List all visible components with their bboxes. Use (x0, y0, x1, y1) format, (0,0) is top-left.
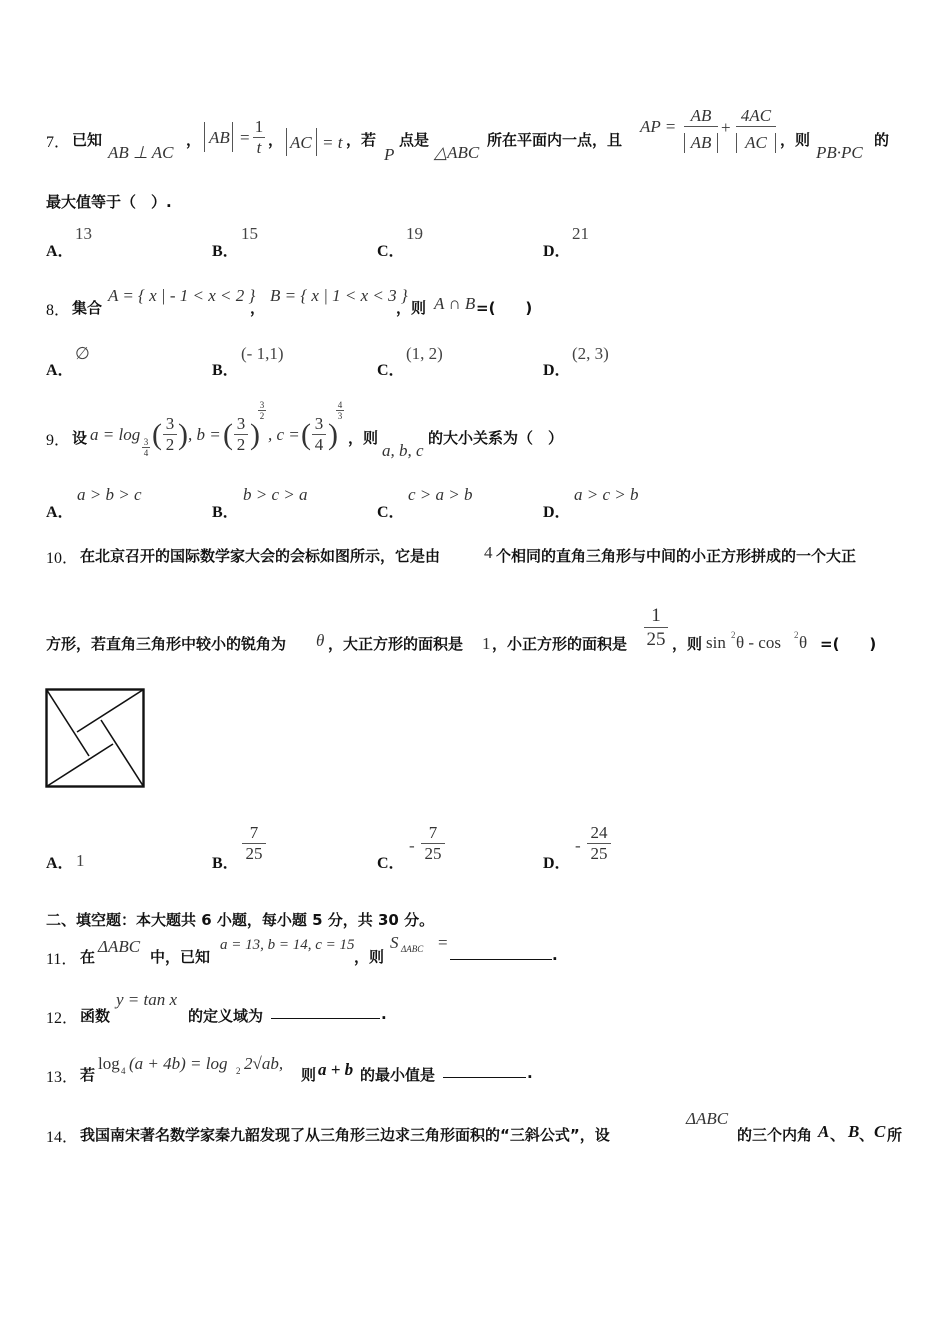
q7-abs-bar (204, 122, 205, 152)
q7-math-eq: = (240, 128, 250, 147)
q9-paren-open: ( (223, 418, 233, 451)
q7-abs-bar (232, 122, 233, 152)
q7-option-label[interactable]: B． (212, 243, 239, 260)
q11-math-s: S (390, 933, 399, 952)
q7-text-2: ，若 (346, 131, 377, 149)
q7-math-t: = t (322, 133, 343, 152)
q10-frac-1-25 (644, 605, 668, 652)
q7-option-value[interactable]: 15 (241, 224, 258, 243)
q9-text-2: ，则 (348, 429, 379, 447)
q8-option-label[interactable]: B． (212, 362, 239, 379)
q13-text-3: 的最小值是 (360, 1066, 436, 1084)
q10-math-4: 4 (484, 543, 493, 562)
q12-end: . (381, 1005, 387, 1023)
q7-abs-bar (286, 128, 287, 156)
q11-number: 11． (46, 951, 78, 968)
q10-frac-den: 25 (646, 629, 666, 650)
q10-text-1: 在北京召开的国际数学家大会的会标如图所示，它是由 (80, 547, 441, 565)
q14-text-3: 所 (887, 1126, 903, 1144)
triangle-edge (77, 690, 144, 733)
q7-frac-4ac (736, 106, 776, 153)
q9-text-1: 设 (72, 429, 88, 447)
q10-math-1: 1 (482, 634, 491, 653)
q9-math-b: , b = (188, 425, 221, 444)
q12-text-2: 的定义域为 (188, 1007, 264, 1025)
q7-frac-1-over-t (253, 117, 265, 158)
q9-option-label[interactable]: A． (46, 504, 74, 521)
q7-text-1: 已知 (72, 131, 103, 149)
q14-sep-2: 、 (859, 1126, 875, 1144)
q7-frac-den: t (256, 138, 262, 157)
q9-frac-num: 3 (234, 414, 248, 435)
q10-text-6: ，则 (672, 635, 703, 653)
q7-number: 7． (46, 134, 71, 151)
q11-math-s-sub: ΔABC (401, 944, 424, 954)
q10-option-frac-num: 7 (421, 823, 445, 844)
q7-math-perp: AB ⊥ AC (108, 143, 174, 162)
q11-text-1: 在 (80, 948, 96, 966)
q10-math-cos: θ - cos (736, 633, 781, 652)
q9-math-c: , c = (268, 425, 300, 444)
q8-option-value[interactable]: (2, 3) (572, 344, 609, 363)
q7-math-ac: AC (290, 133, 312, 152)
q7-math-ap: AP = (640, 117, 677, 136)
q9-option-value[interactable]: a > c > b (574, 485, 639, 504)
q14-number: 14． (46, 1129, 79, 1146)
q11-end: . (552, 946, 558, 964)
q7-text-4: 所在平面内一点，且 (487, 131, 623, 149)
q10-frac-num: 1 (644, 605, 668, 628)
q10-text-5: ，小正方形的面积是 (492, 635, 628, 653)
q8-text-1: 集合 (72, 299, 103, 317)
q14-math-triangle: ΔABC (686, 1109, 729, 1128)
q7-text-3: 点是 (399, 131, 430, 149)
q8-math-set-a: A = { x | - 1 < x < 2 } (108, 286, 256, 305)
q9-frac-den: 2 (165, 435, 175, 454)
q9-option-label[interactable]: B． (212, 504, 239, 521)
q9-paren-close: ) (178, 418, 188, 451)
q9-option-label[interactable]: C． (377, 504, 405, 521)
q9-log-base-num: 3 (143, 437, 149, 447)
q7-text-6: 的 (874, 131, 890, 149)
q7-abs-bar (316, 128, 317, 156)
q9-text-3: 的大小关系为（ ） (428, 429, 564, 447)
q9-paren-open: ( (152, 418, 162, 451)
q7-option-label[interactable]: D． (543, 243, 571, 260)
q7-frac-num: 4AC (736, 106, 776, 127)
q9-option-value[interactable]: b > c > a (243, 485, 308, 504)
q10-option-fraction[interactable] (587, 823, 611, 864)
q10-text-2: 个相同的直角三角形与中间的小正方形拼成的一个大正 (496, 547, 857, 565)
q8-comma: ， (250, 299, 266, 317)
q8-text-3: =( ) (476, 299, 533, 317)
q9-math-a: a = log (90, 425, 141, 444)
q10-sup-1: 2 (731, 630, 736, 640)
q9-frac-den: 4 (314, 435, 324, 454)
q14-text-1: 我国南宋著名数学家秦九韶发现了从三角形三边求三角形面积的“三斜公式”，设 (80, 1126, 610, 1144)
q7-math-pbpc: PB·PC (816, 143, 863, 162)
q7-comma-1: ， (186, 131, 202, 149)
q7-option-value[interactable]: 19 (406, 224, 423, 243)
q7-option-value[interactable]: 21 (572, 224, 589, 243)
q7-comma-2: ， (268, 131, 284, 149)
q10-math-sin: sin (706, 633, 726, 652)
q14-math-b: B (848, 1122, 860, 1141)
q8-option-label[interactable]: D． (543, 362, 571, 379)
q13-number: 13． (46, 1069, 79, 1086)
q8-option-value[interactable]: ∅ (75, 344, 90, 363)
q10-number: 10． (46, 550, 79, 567)
triangle-edge (47, 690, 90, 757)
q9-log-base (142, 437, 150, 458)
q10-option-sign[interactable]: - (575, 836, 581, 855)
q9-paren-close: ) (250, 418, 260, 451)
q7-frac-ab (684, 106, 718, 153)
q13-math-sub-2: 2 (236, 1066, 241, 1076)
q10-option-frac-den: 25 (245, 844, 263, 863)
q10-option-label[interactable]: D． (543, 855, 571, 872)
q9-exp-b-num: 3 (259, 400, 265, 410)
q9-option-label[interactable]: D． (543, 504, 571, 521)
q9-exp-c (336, 400, 344, 421)
q11-text-3: ，则 (354, 948, 385, 966)
q13-text-2: 则 (301, 1066, 317, 1084)
q7-option-label[interactable]: C． (377, 243, 405, 260)
q8-option-label[interactable]: A． (46, 362, 74, 379)
q9-math-abc: a, b, c (382, 441, 424, 460)
q13-answer-blank[interactable] (443, 1063, 526, 1082)
q9-exp-c-den: 3 (337, 411, 343, 421)
q8-math-intersect: A ∩ B (434, 294, 476, 313)
q12-math-tan: y = tan x (116, 990, 178, 1009)
q9-frac-num: 3 (163, 414, 177, 435)
q10-option-frac-num: 7 (242, 823, 266, 844)
q7-frac-num: AB (684, 106, 718, 127)
q10-text-7: =( ) (820, 635, 877, 653)
q9-exp-b-den: 2 (259, 411, 265, 421)
q10-option-frac-den: 25 (424, 844, 442, 863)
q13-end: . (527, 1064, 533, 1082)
q10-option-label[interactable]: A． (46, 855, 74, 872)
q13-math-arg-2: 2√ab, (244, 1054, 284, 1073)
q10-math-theta-end: θ (799, 633, 808, 652)
q9-frac-a (163, 414, 177, 455)
q10-option-fraction[interactable] (242, 823, 266, 864)
q13-text-1: 若 (80, 1066, 96, 1084)
q9-frac-b (234, 414, 248, 455)
q9-paren-open: ( (301, 418, 311, 451)
q10-option-label[interactable]: B． (212, 855, 239, 872)
q10-text-3: 方形，若直角三角形中较小的锐角为 (46, 635, 287, 653)
section-2-title: 二、填空题：本大题共 6 小题，每小题 5 分，共 30 分。 (46, 911, 435, 929)
q8-text-2: ，则 (396, 299, 427, 317)
q11-math-eq: = (438, 933, 448, 952)
q9-frac-den: 2 (236, 435, 246, 454)
q13-math-arg-1: (a + 4b) = log (129, 1054, 228, 1073)
q12-answer-blank[interactable] (271, 1004, 380, 1023)
q10-option-label[interactable]: C． (377, 855, 405, 872)
outer-square (47, 690, 144, 787)
q11-answer-blank[interactable] (450, 945, 552, 964)
q13-math-sum: a + b (318, 1060, 354, 1079)
q8-math-set-b: B = { x | 1 < x < 3 } (270, 286, 408, 305)
q10-sup-2: 2 (794, 630, 799, 640)
q7-option-value[interactable]: 13 (75, 224, 92, 243)
q9-exp-c-num: 4 (337, 400, 343, 410)
q14-math-a: A (818, 1122, 830, 1141)
q7-math-plus: + (721, 118, 731, 137)
congress-logo-figure (45, 688, 145, 788)
q8-option-value[interactable]: (1, 2) (406, 344, 443, 363)
q10-option-sign[interactable]: - (409, 836, 415, 855)
q7-math-p: P (384, 145, 395, 164)
q10-math-theta: θ (316, 631, 325, 650)
triangle-edge (47, 744, 114, 787)
q14-sep-1: 、 (830, 1126, 846, 1144)
q9-frac-num: 3 (312, 414, 326, 435)
q7-option-label[interactable]: A． (46, 243, 74, 260)
q9-exp-b (258, 400, 266, 421)
q9-option-value[interactable]: c > a > b (408, 485, 473, 504)
q7-text-line2: 最大值等于（ ）. (46, 193, 172, 211)
q12-text-1: 函数 (80, 1007, 111, 1025)
q11-text-2: 中，已知 (150, 948, 211, 966)
q7-text-5: ，则 (780, 131, 811, 149)
q10-option-value[interactable]: 1 (76, 851, 85, 870)
q10-text-4: ，大正方形的面积是 (328, 635, 464, 653)
q14-math-c: C (874, 1122, 886, 1141)
q13-math-log: log (98, 1054, 120, 1073)
q10-option-fraction[interactable] (421, 823, 445, 864)
q7-frac-den: AB (684, 133, 718, 153)
q9-paren-close: ) (328, 418, 338, 451)
q10-option-frac-den: 25 (590, 844, 608, 863)
q12-number: 12． (46, 1010, 79, 1027)
q14-text-2: 的三个内角 (737, 1126, 813, 1144)
q8-number: 8． (46, 302, 71, 319)
q8-option-label[interactable]: C． (377, 362, 405, 379)
q9-frac-c (312, 414, 326, 455)
q7-math-triangle: △ABC (434, 143, 480, 162)
q9-option-value[interactable]: a > b > c (77, 485, 142, 504)
triangle-edge (101, 720, 144, 787)
q11-math-values: a = 13, b = 14, c = 15 (220, 937, 355, 953)
q9-log-base-den: 4 (143, 448, 149, 458)
q9-number: 9． (46, 432, 71, 449)
q8-option-value[interactable]: (- 1,1) (241, 344, 284, 363)
q7-frac-den: AC (736, 133, 776, 153)
q7-frac-num: 1 (254, 117, 264, 136)
q11-math-triangle: ΔABC (98, 937, 141, 956)
q7-math-ab: AB (209, 128, 230, 147)
q10-option-frac-num: 24 (587, 823, 611, 844)
q13-math-sub-1: 4 (121, 1066, 126, 1076)
